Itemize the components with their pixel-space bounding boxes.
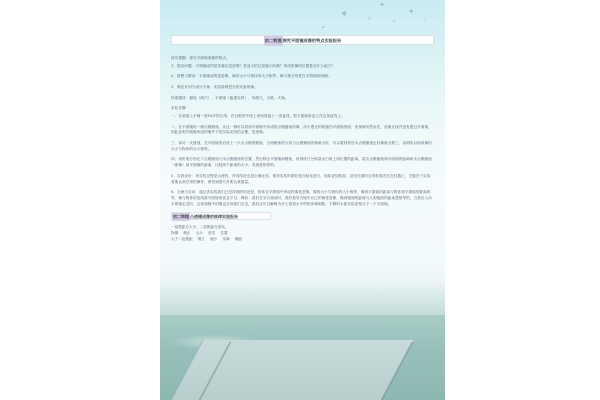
section-2-title xyxy=(171,212,271,220)
sparkle-icon: ✧ xyxy=(423,17,427,22)
step-6: 6、交流与应用：通过该实验我们已经得到的结论是，物体在平面镜中所成的像是虚像，像的大小与物体的大小相等，像到平面镜的距离与物体到平面镜的距离相等，像与物体的连线被平面镜垂直且平分，例如：我们在穿衣镜前时，我们看穿衣镜中自己的像是虚像，像到镜面的距离与人到镜面的距离是相等的，当我们人向平面镜走近时，会看到镜中的像也在向我们走近，我们还可以解释为什么看到水中的物体像倒影，平静的水面实际是相当于一个平面镜。 xyxy=(171,190,432,206)
section-2-prefix: 初二物理 xyxy=(173,214,189,220)
step-5: 5、自我评价：该实验过程是合理的，所得结论也是正确无误，做该实验时最好是在暗室进行，现象更加明显，甚至在做时还采取将首先在仪器上，关键在于实验者要认真仔细的操作，使得到度尺对要认真测量。 xyxy=(171,173,431,184)
question-2: 2、猜想与假设：平面镜成的是虚像，像的大小与物体的大小相等，像与物分别是在平面镜的两侧。 xyxy=(171,74,332,79)
word-item: 虚实 xyxy=(208,231,216,236)
document-title xyxy=(171,35,434,45)
sparkle-icon: ✦ xyxy=(408,7,415,16)
word-item: 像距 xyxy=(234,236,242,241)
word-item: 倒正 xyxy=(183,231,191,236)
word-line-3 xyxy=(171,237,434,243)
section-2-main: 凸透镜成像的规律实验报告 xyxy=(190,214,238,220)
sparkle-icon: ✦ xyxy=(379,1,385,9)
step-2: 二、在平面镜的一侧点燃蜡烛，从这一侧可以看到平面镜中所成的点燃蜡烛的像，用不透光的纸遮挡平面镜背面，发现像仍然存在，说明光线并没有透过平面镜，因此证明平面镜所成的像并不是实际光线的会聚，是虚像。 xyxy=(171,124,432,135)
word-item: 倒立 xyxy=(197,236,205,241)
materials-paragraph: 所需器材：蜡烛（两只）、平面镜（能透光的）、刻度尺、白纸、火柴。 xyxy=(171,95,289,100)
sparkle-icon: ✦ xyxy=(321,25,326,31)
word-item: 大于二倍焦距 xyxy=(171,236,193,241)
word-list xyxy=(171,225,434,242)
steps-title: 实验步骤： xyxy=(171,106,190,111)
document-content xyxy=(171,33,434,373)
sparkle-icon: ✦ xyxy=(340,9,349,20)
word-item: 实像 xyxy=(222,236,230,241)
word-item: 物像 xyxy=(171,231,179,236)
intro-paragraph: 探究课题：探究平面镜成像的特点。 xyxy=(171,56,230,60)
word-item: 位置 xyxy=(220,231,228,236)
sparkle-icon: ✧ xyxy=(392,19,397,25)
word-item: 大小 xyxy=(195,231,203,236)
title-prefix: 初二物理 xyxy=(264,36,283,46)
step-4: 四、用铅笔分别记下点燃蜡烛与未点燃蜡烛的位置，然后移去平面镜和蜡烛，用刻度尺分别量出白纸上两位置的距离，量出点燃蜡烛到平面镜的距离和未点燃蜡烛（即像）到平面镜的距离，比较两个距离的大小，发现是相等的。 xyxy=(171,157,432,168)
question-1: 1、提出问题：平面镜成的是实像还是虚像？是放大的还是缩小的像？所成的像的位置是在什么地方？ xyxy=(171,63,336,68)
step-3: 三、拿另一支蜡烛，在平面镜背后放上一只未点燃的蜡烛，当两蜡烛的火焰与点燃蜡烛的像重合时，可以看到背后未点燃蜡烛也好像被点燃了，说明所以两成像的大小与物体的大小相等。 xyxy=(171,140,432,151)
word-line-1: 一倍焦距分大小，二倍焦距分虚实。 xyxy=(171,225,229,230)
title-main: 探究平面镜成像的特点实验报告 xyxy=(282,38,342,43)
step-1: 一、在桌面上平铺一张16开的白纸，在白纸的中线上用铅笔画上一条直线，把平面镜垂直立在这条直线上。 xyxy=(171,113,345,118)
sparkle-icon: ✧ xyxy=(367,15,373,22)
word-item: 缩小 xyxy=(210,236,218,241)
question-3: 3、制定计划与设计方案：实验原理是光的反射规律。 xyxy=(171,84,258,89)
